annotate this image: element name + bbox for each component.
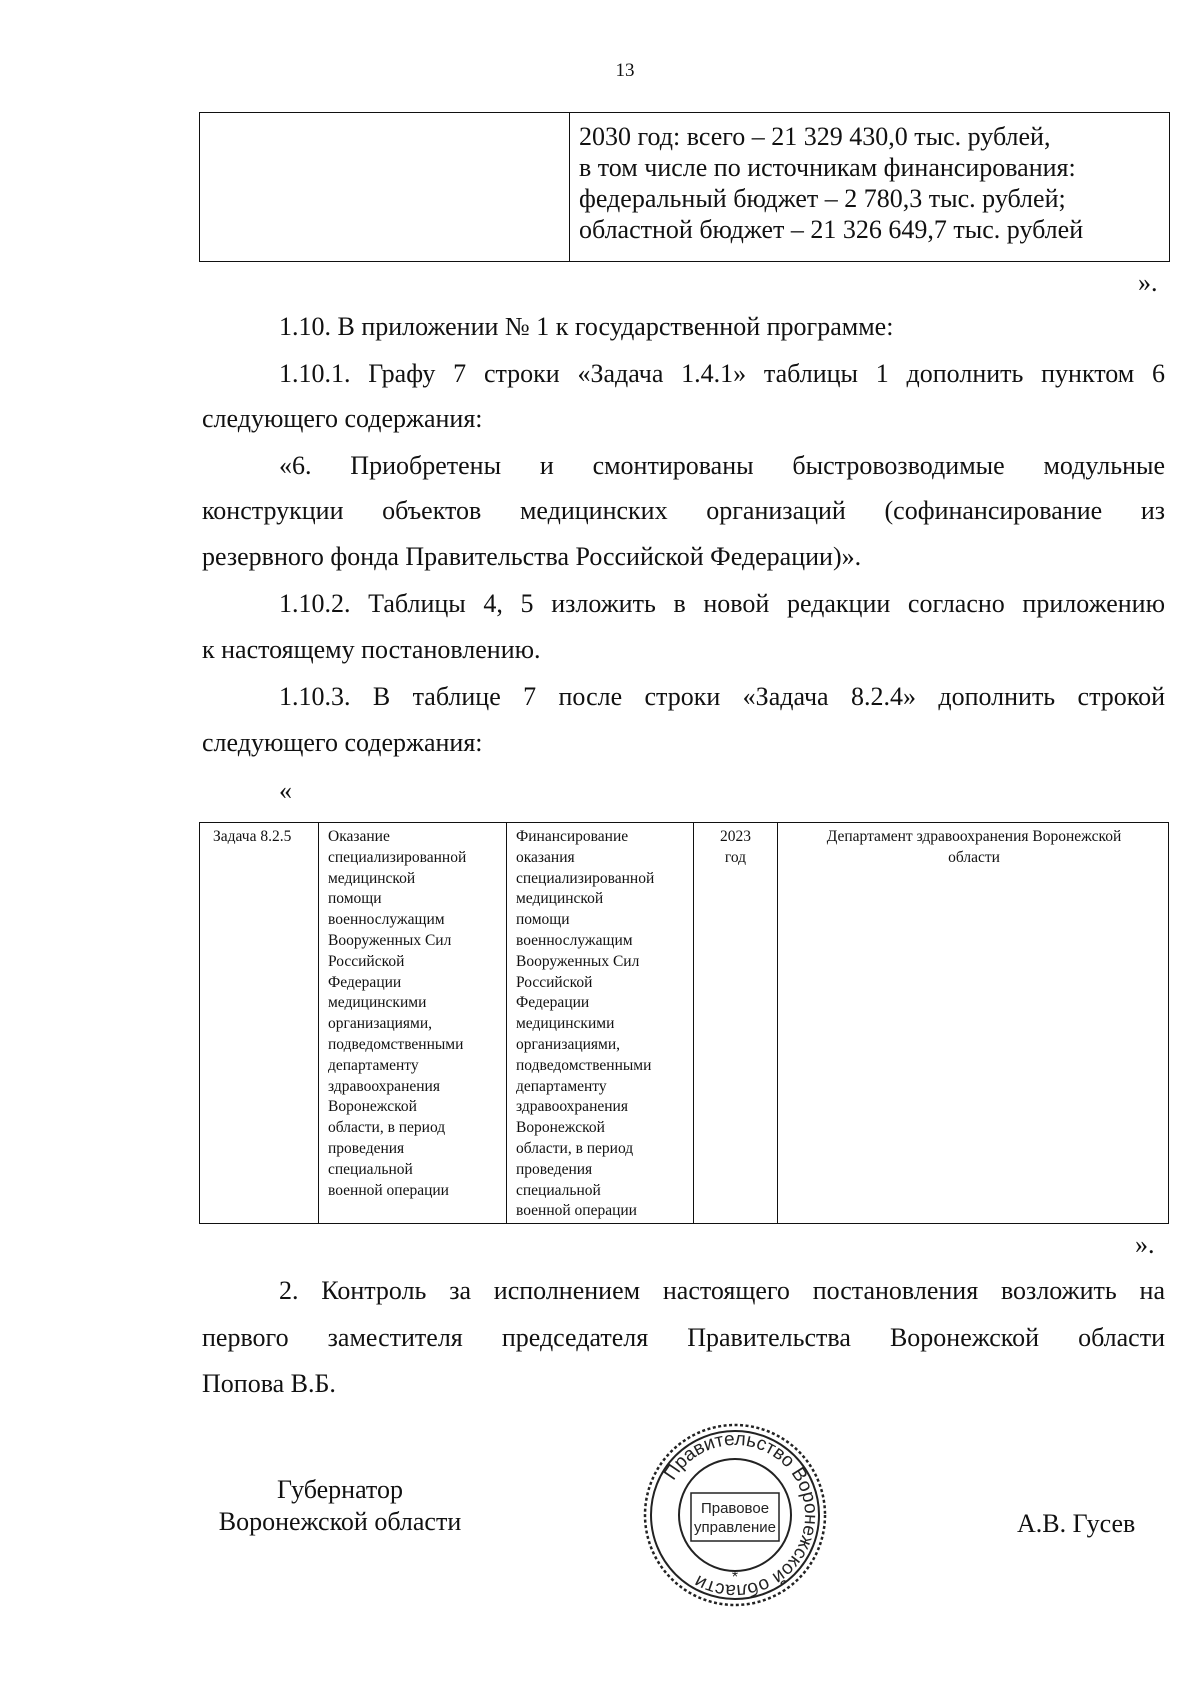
cell-line: департаменту (516, 1077, 607, 1095)
quoted-item-line: резервного фонда Правительства Российской Федерации)». (202, 542, 862, 571)
cell-line: Воронежской (516, 1119, 605, 1137)
control-paragraph-line: Попова В.Б. (202, 1369, 336, 1398)
paragraph-1-10-3-line: следующего содержания: (202, 728, 483, 757)
cell-line: Вооруженных Сил (328, 931, 452, 949)
cell-line: Федерации (516, 994, 590, 1012)
cell-line: специальной (328, 1160, 413, 1178)
cell-line: помощи (328, 890, 382, 908)
cell-line: Оказание (328, 828, 390, 845)
financing-line: областной бюджет – 21 326 649,7 тыс. рублей (579, 215, 1084, 244)
cell-line: медицинской (516, 890, 604, 908)
cell-line: подведомственными (516, 1056, 652, 1074)
paragraph-1-10-1-line: следующего содержания: (202, 404, 483, 433)
paragraph-1-10: 1.10. В приложении № 1 к государственной программе: (279, 312, 894, 341)
cell-line: Финансирование (516, 828, 629, 845)
cell-line: медицинскими (328, 994, 427, 1012)
cell-line: военнослужащим (328, 911, 445, 929)
cell-line: медицинской (328, 869, 416, 887)
cell-line: Воронежской (328, 1098, 417, 1116)
paragraph-1-10-1-line: 1.10.1. Графу 7 строки «Задача 1.4.1» таблицы 1 дополнить пунктом 6 (279, 359, 1165, 388)
cell-line: военной операции (516, 1202, 637, 1220)
closing-quote: ». (1135, 1230, 1155, 1259)
control-paragraph-line: первого заместителя председателя Правительства Воронежской области (202, 1323, 1165, 1352)
department-cell (778, 827, 1170, 869)
cell-line: Российской (328, 952, 405, 970)
paragraph-1-10-2-line: к настоящему постановлению. (202, 635, 541, 664)
signatory-title (0, 1474, 680, 1538)
cell-line: специальной (516, 1181, 601, 1199)
cell-line: Федерации (328, 973, 402, 991)
cell-line: здравоохранения (516, 1098, 628, 1116)
cell-line: специализированной (328, 848, 467, 866)
cell-line: подведомственными (328, 1035, 464, 1053)
cell-line: департаменту (328, 1056, 419, 1074)
cell-line: проведения (516, 1160, 593, 1178)
cell-line: Департамент здравоохранения Воронежской (826, 828, 1122, 845)
cell-line: военной операции (328, 1181, 449, 1199)
cell-line: Российской (516, 973, 593, 991)
cell-line: специализированной (516, 869, 655, 887)
table-divider (569, 113, 570, 261)
task-description-cell (328, 827, 466, 1201)
stamp-center-line: управление (693, 1519, 777, 1536)
page-number: 13 (615, 60, 635, 81)
cell-line: Вооруженных Сил (516, 952, 640, 970)
signatory-title-line: Губернатор (277, 1475, 403, 1504)
task-number-cell: Задача 8.2.5 (213, 828, 292, 845)
financing-description-cell (516, 827, 654, 1222)
cell-line: области, в период (516, 1139, 634, 1157)
cell-line: помощи (516, 911, 570, 929)
stamp-center-line: Правовое (700, 1500, 770, 1517)
cell-line: организациями, (516, 1035, 621, 1053)
quoted-item-line: «6. Приобретены и смонтированы быстровозводимые модульные (279, 451, 1165, 480)
signatory-title-line: Воронежской области (218, 1507, 462, 1536)
financing-line: в том числе по источникам финансирования: (579, 153, 1076, 182)
financing-line: 2030 год: всего – 21 329 430,0 тыс. рублей, (579, 122, 1051, 151)
cell-line: 2023 (720, 828, 751, 845)
cell-line: организациями, (328, 1015, 433, 1033)
paragraph-1-10-3-line: 1.10.3. В таблице 7 после строки «Задача 8.2.4» дополнить строкой (279, 682, 1165, 711)
quoted-item-line: конструкции объектов медицинских организаций (софинансирование из (202, 496, 1165, 525)
financing-table (199, 112, 1170, 262)
stamp-star: * (731, 1569, 739, 1586)
stamp-ring-text-path: Правительство Воронежской области (660, 1428, 822, 1602)
official-stamp (640, 1420, 830, 1610)
financing-line: федеральный бюджет – 2 780,3 тыс. рублей; (579, 184, 1066, 213)
year-cell (694, 827, 777, 869)
paragraph-1-10-2-line: 1.10.2. Таблицы 4, 5 изложить в новой редакции согласно приложению (279, 589, 1165, 618)
opening-quote: « (279, 776, 292, 805)
cell-line: проведения (328, 1139, 405, 1157)
table-divider (506, 823, 507, 1223)
table-divider (693, 823, 694, 1223)
cell-line: военнослужащим (516, 931, 633, 949)
cell-line: области (948, 848, 1000, 866)
cell-line: медицинскими (516, 1015, 615, 1033)
table-divider (318, 823, 319, 1223)
cell-line: здравоохранения (328, 1077, 440, 1095)
control-paragraph-line: 2. Контроль за исполнением настоящего постановления возложить на (279, 1276, 1165, 1305)
signatory-name: А.В. Гусев (1017, 1509, 1136, 1538)
table-divider (777, 823, 778, 1223)
financing-cell (579, 121, 1083, 245)
cell-line: области, в период (328, 1119, 446, 1137)
task-table (199, 822, 1169, 1224)
cell-line: год (724, 848, 747, 866)
closing-quote: ». (1138, 268, 1158, 297)
cell-line: оказания (516, 848, 575, 866)
